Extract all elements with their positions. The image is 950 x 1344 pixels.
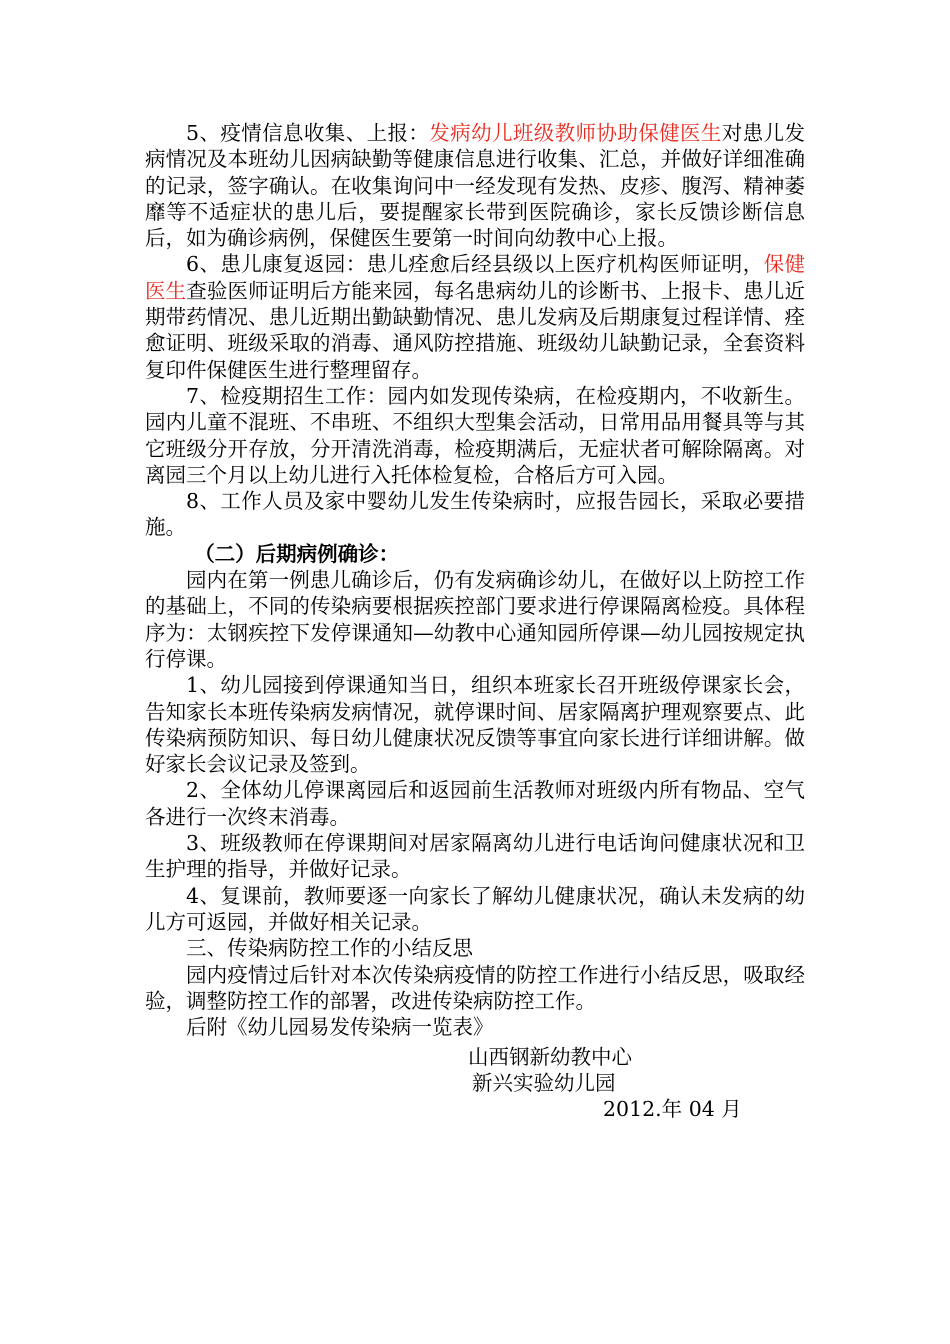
paragraph-item-7: 7、检疫期招生工作：园内如发现传染病，在检疫期内，不收新生。园内儿童不混班、不串班、不组织大型集会活动，日常用品用餐具等与其它班级分开存放，分开清洗消毒，检疫期满后，无症状者可解除隔离。对离园三个月以上幼儿进行入托体检复检，合格后方可入园。 [145,383,805,487]
paragraph-procedure: 园内在第一例患儿确诊后，仍有发病确诊幼儿，在做好以上防控工作的基础上，不同的传染病要根据疾控部门要求进行停课隔离检疫。具体程序为：太钢疾控下发停课通知—幼教中心通知园所停课—幼儿园按规定执行停课。 [145,568,805,671]
paragraph-step-3: 3、班级教师在停课期间对居家隔离幼儿进行电话询问健康状况和卫生护理的指导，并做好记录。 [145,831,805,882]
paragraph-step-1: 1、幼儿园接到停课通知当日，组织本班家长召开班级停课家长会，告知家长本班传染病发病情况，就停课时间、居家隔离护理观察要点、此传染病预防知识、每日幼儿健康状况反馈等事宜向家长进行详细讲解。做好家长会议记录及签到。 [145,673,805,777]
highlighted-text: 发病幼儿班级教师协助保健医生 [429,121,722,145]
paragraph-reflection: 园内疫情过后针对本次传染病疫情的防控工作进行小结反思，吸取经验，调整防控工作的部署，改进传染病防控工作。 [145,962,805,1013]
paragraph-item-8: 8、工作人员及家中婴幼儿发生传染病时，应报告园长，采取必要措施。 [145,489,805,540]
paragraph-step-4: 4、复课前，教师要逐一向家长了解幼儿健康状况，确认未发病的幼儿方可返园，并做好相关记录。 [145,883,805,934]
paragraph-text: 查验医师证明后方能来园，每名患病幼儿的诊断书、上报卡、患儿近期带药情况、患儿近期出勤缺勤情况、患儿发病及后期康复过程详情、痊愈证明、班级采取的消毒、通风防控措施、班级幼儿缺勤记录，全套资料复印件保健医生进行整理留存。 [145,278,806,382]
paragraph-text: 5、疫情信息收集、上报： [186,121,430,145]
paragraph-attachment-note: 后附《幼儿园易发传染病一览表》 [186,1015,494,1040]
paragraph-item-6 [145,251,805,382]
paragraph-text: 6、患儿康复返园：患儿痊愈后经县级以上医疗机构医师证明， [186,252,764,277]
signature-date: 2012.年 04 月 [603,1097,742,1121]
section-heading-later-cases: （二）后期病例确诊： [194,541,400,566]
section-heading-reflection: 三、传染病防控工作的小结反思 [186,936,473,961]
document-body [145,120,805,1040]
paragraph-step-2: 2、全体幼儿停课离园后和返园前生活教师对班级内所有物品、空气各进行一次终末消毒。 [145,778,805,829]
signature-organization: 山西钢新幼教中心 [468,1045,632,1069]
paragraph-item-5 [145,120,805,251]
paragraph-text: 对患儿发病情况及本班幼儿因病缺勤等健康信息进行收集、汇总，并做好详细准确的记录，签字确认。在收集询问中一经发现有发热、皮疹、腹泻、精神萎靡等不适症状的患儿后，要提醒家长带到医院确诊，家长反馈诊断信息后，如为确诊病例，保健医生要第一时间向幼教中心上报。 [145,121,805,251]
signature-school: 新兴实验幼儿园 [472,1071,616,1095]
highlighted-text: 保健医生 [145,252,806,303]
